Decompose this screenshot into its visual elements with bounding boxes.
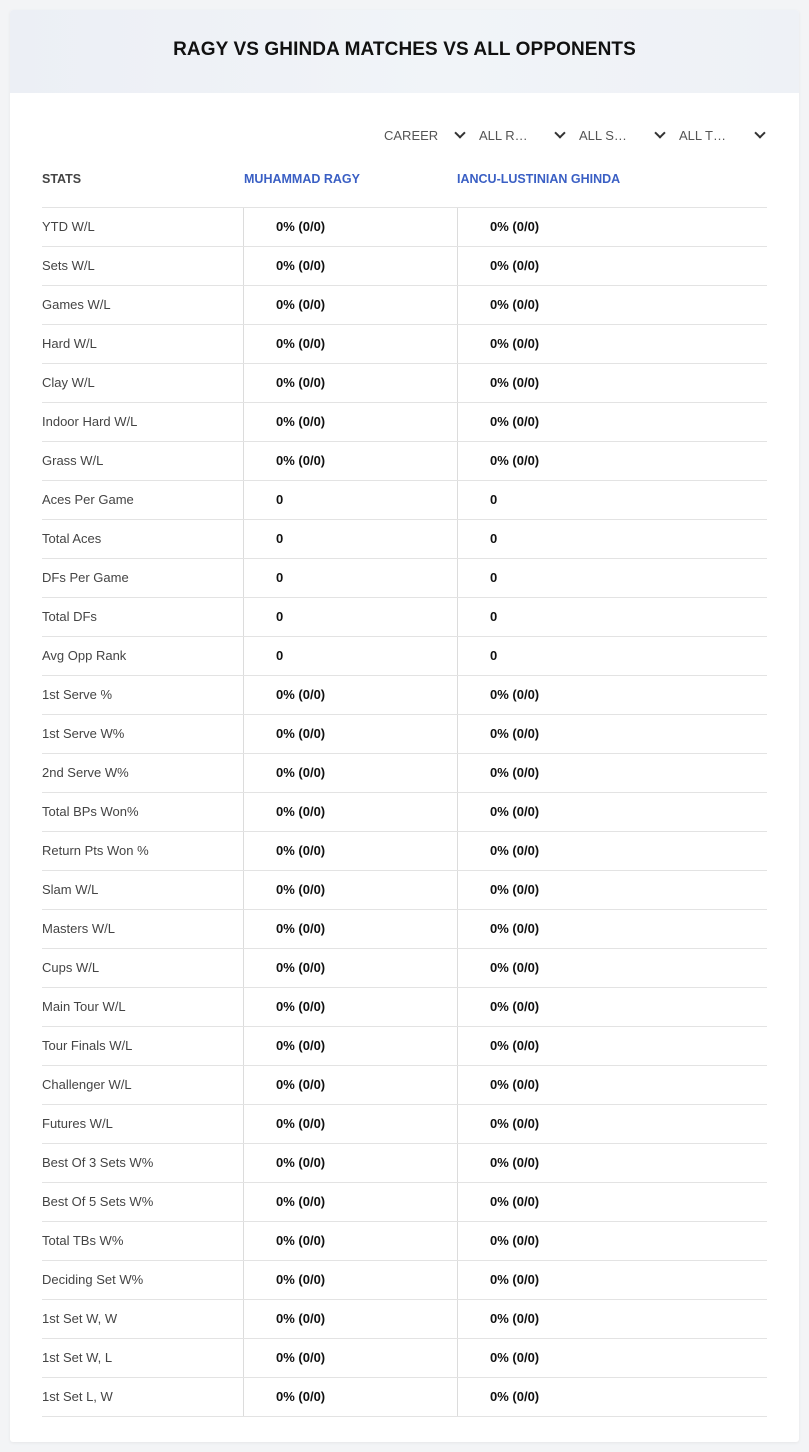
- stat-label: Main Tour W/L: [42, 999, 126, 1014]
- table-row: [42, 442, 767, 481]
- table-row: [42, 247, 767, 286]
- filter-round-value: ALL R…: [479, 127, 528, 143]
- player2-value: 0% (0/0): [457, 754, 767, 792]
- player1-value: 0% (0/0): [243, 442, 456, 480]
- filter-period-select[interactable]: [384, 123, 464, 147]
- player1-value: 0% (0/0): [243, 1027, 456, 1065]
- stats-card: [10, 10, 799, 1442]
- player2-value: 0: [457, 559, 767, 597]
- player2-value: 0% (0/0): [457, 1222, 767, 1260]
- stats-table-body: [42, 208, 767, 1417]
- player1-value: 0% (0/0): [243, 871, 456, 909]
- player2-value: 0: [457, 637, 767, 675]
- filter-tournament-select[interactable]: [679, 123, 764, 147]
- player2-value: 0% (0/0): [457, 403, 767, 441]
- player1-value: 0% (0/0): [243, 1144, 456, 1182]
- table-row: [42, 598, 767, 637]
- player1-value: 0% (0/0): [243, 1222, 456, 1260]
- player1-value: 0% (0/0): [243, 832, 456, 870]
- chevron-down-icon: [654, 127, 665, 138]
- player2-value: 0% (0/0): [457, 364, 767, 402]
- player2-value: 0% (0/0): [457, 286, 767, 324]
- player2-value: 0% (0/0): [457, 676, 767, 714]
- player1-value: 0% (0/0): [243, 247, 456, 285]
- player1-value: 0% (0/0): [243, 1300, 456, 1338]
- player2-value: 0% (0/0): [457, 832, 767, 870]
- stat-label: Return Pts Won %: [42, 843, 149, 858]
- table-row: [42, 1105, 767, 1144]
- table-row: [42, 403, 767, 442]
- stat-label: 1st Set W, W: [42, 1311, 118, 1326]
- filter-bar: [10, 123, 799, 147]
- stat-label: Sets W/L: [42, 258, 95, 273]
- chevron-down-icon: [554, 127, 565, 138]
- table-row: [42, 1066, 767, 1105]
- table-row: [42, 1300, 767, 1339]
- table-row: [42, 1378, 767, 1417]
- table-row: [42, 676, 767, 715]
- stat-label: Deciding Set W%: [42, 1272, 144, 1287]
- table-row: [42, 520, 767, 559]
- stat-label: Futures W/L: [42, 1116, 113, 1131]
- stat-label: Hard W/L: [42, 336, 97, 351]
- player1-value: 0: [243, 598, 456, 636]
- table-row: [42, 793, 767, 832]
- stat-label: Masters W/L: [42, 921, 115, 936]
- stat-label: Total TBs W%: [42, 1233, 124, 1248]
- player2-value: 0% (0/0): [457, 247, 767, 285]
- page-title: RAGY VS GHINDA MATCHES VS ALL OPPONENTS: [173, 39, 636, 60]
- stat-label: Aces Per Game: [42, 492, 134, 507]
- stat-label: Challenger W/L: [42, 1077, 132, 1092]
- table-row: [42, 364, 767, 403]
- player2-value: 0% (0/0): [457, 793, 767, 831]
- player1-value: 0% (0/0): [243, 1339, 456, 1377]
- filter-tournament-value: ALL T…: [679, 127, 726, 143]
- player1-value: 0% (0/0): [243, 1183, 456, 1221]
- table-row: [42, 1183, 767, 1222]
- player1-value: 0% (0/0): [243, 403, 456, 441]
- table-header: [42, 165, 767, 208]
- player2-value: 0% (0/0): [457, 871, 767, 909]
- stat-label: Total Aces: [42, 531, 102, 546]
- player1-value: 0% (0/0): [243, 1261, 456, 1299]
- player1-value: 0: [243, 520, 456, 558]
- player1-value: 0% (0/0): [243, 1066, 456, 1104]
- player2-value: 0% (0/0): [457, 1066, 767, 1104]
- player1-value: 0% (0/0): [243, 676, 456, 714]
- stat-label: Best Of 5 Sets W%: [42, 1194, 154, 1209]
- stat-label: Best Of 3 Sets W%: [42, 1155, 154, 1170]
- table-row: [42, 325, 767, 364]
- card-header: [10, 10, 799, 93]
- chevron-down-icon: [754, 127, 765, 138]
- player2-value: 0% (0/0): [457, 325, 767, 363]
- filter-surface-value: ALL S…: [579, 127, 627, 143]
- table-row: [42, 910, 767, 949]
- table-row: [42, 754, 767, 793]
- player2-value: 0: [457, 481, 767, 519]
- player1-value: 0: [243, 481, 456, 519]
- player1-value: 0% (0/0): [243, 754, 456, 792]
- player1-value: 0% (0/0): [243, 364, 456, 402]
- stat-label: 2nd Serve W%: [42, 765, 129, 780]
- table-row: [42, 1144, 767, 1183]
- stat-label: Clay W/L: [42, 375, 95, 390]
- player1-value: 0% (0/0): [243, 286, 456, 324]
- player2-value: 0% (0/0): [457, 1105, 767, 1143]
- player1-value: 0% (0/0): [243, 715, 456, 753]
- player2-value: 0% (0/0): [457, 442, 767, 480]
- player2-value: 0% (0/0): [457, 1378, 767, 1416]
- player2-value: 0% (0/0): [457, 949, 767, 987]
- player2-value: 0: [457, 598, 767, 636]
- table-row: [42, 286, 767, 325]
- player1-value: 0% (0/0): [243, 208, 456, 246]
- filter-round-select[interactable]: [479, 123, 564, 147]
- table-row: [42, 637, 767, 676]
- player1-value: 0% (0/0): [243, 1105, 456, 1143]
- player1-value: 0: [243, 559, 456, 597]
- player1-value: 0% (0/0): [243, 325, 456, 363]
- stat-label: Total DFs: [42, 609, 97, 624]
- stat-label: Slam W/L: [42, 882, 99, 897]
- stat-label: Total BPs Won%: [42, 804, 139, 819]
- table-row: [42, 715, 767, 754]
- stat-label: Tour Finals W/L: [42, 1038, 133, 1053]
- player1-value: 0% (0/0): [243, 793, 456, 831]
- player1-value: 0: [243, 637, 456, 675]
- player2-value: 0% (0/0): [457, 1183, 767, 1221]
- filter-surface-select[interactable]: [579, 123, 664, 147]
- table-row: [42, 481, 767, 520]
- player2-link[interactable]: IANCU-LUSTINIAN GHINDA: [457, 172, 621, 186]
- stat-label: Games W/L: [42, 297, 111, 312]
- player2-value: 0% (0/0): [457, 1144, 767, 1182]
- stat-label: Avg Opp Rank: [42, 648, 127, 663]
- table-row: [42, 559, 767, 598]
- player1-value: 0% (0/0): [243, 988, 456, 1026]
- stat-label: Cups W/L: [42, 960, 100, 975]
- stat-label: 1st Set L, W: [42, 1389, 113, 1404]
- player2-value: 0% (0/0): [457, 1261, 767, 1299]
- player2-value: 0% (0/0): [457, 910, 767, 948]
- table-row: [42, 1339, 767, 1378]
- player1-value: 0% (0/0): [243, 949, 456, 987]
- player1-value: 0% (0/0): [243, 1378, 456, 1416]
- player2-value: 0: [457, 520, 767, 558]
- table-row: [42, 1261, 767, 1300]
- table-row: [42, 949, 767, 988]
- chevron-down-icon: [454, 127, 465, 138]
- table-row: [42, 1027, 767, 1066]
- stat-label: 1st Serve W%: [42, 726, 125, 741]
- player1-value: 0% (0/0): [243, 910, 456, 948]
- filter-period-value: CAREER: [384, 127, 439, 143]
- stat-label: 1st Serve %: [42, 687, 113, 702]
- player2-value: 0% (0/0): [457, 988, 767, 1026]
- player2-value: 0% (0/0): [457, 1300, 767, 1338]
- table-row: [42, 988, 767, 1027]
- stat-label: DFs Per Game: [42, 570, 129, 585]
- player2-value: 0% (0/0): [457, 208, 767, 246]
- table-row: [42, 832, 767, 871]
- player2-value: 0% (0/0): [457, 715, 767, 753]
- stat-label: Grass W/L: [42, 453, 104, 468]
- player2-value: 0% (0/0): [457, 1027, 767, 1065]
- stat-label: 1st Set W, L: [42, 1350, 113, 1365]
- table-row: [42, 871, 767, 910]
- stat-label: Indoor Hard W/L: [42, 414, 138, 429]
- player1-link[interactable]: MUHAMMAD RAGY: [244, 172, 360, 186]
- table-row: [42, 208, 767, 247]
- table-row: [42, 1222, 767, 1261]
- player2-value: 0% (0/0): [457, 1339, 767, 1377]
- stat-label: YTD W/L: [42, 219, 95, 234]
- stats-column-header: STATS: [42, 172, 82, 186]
